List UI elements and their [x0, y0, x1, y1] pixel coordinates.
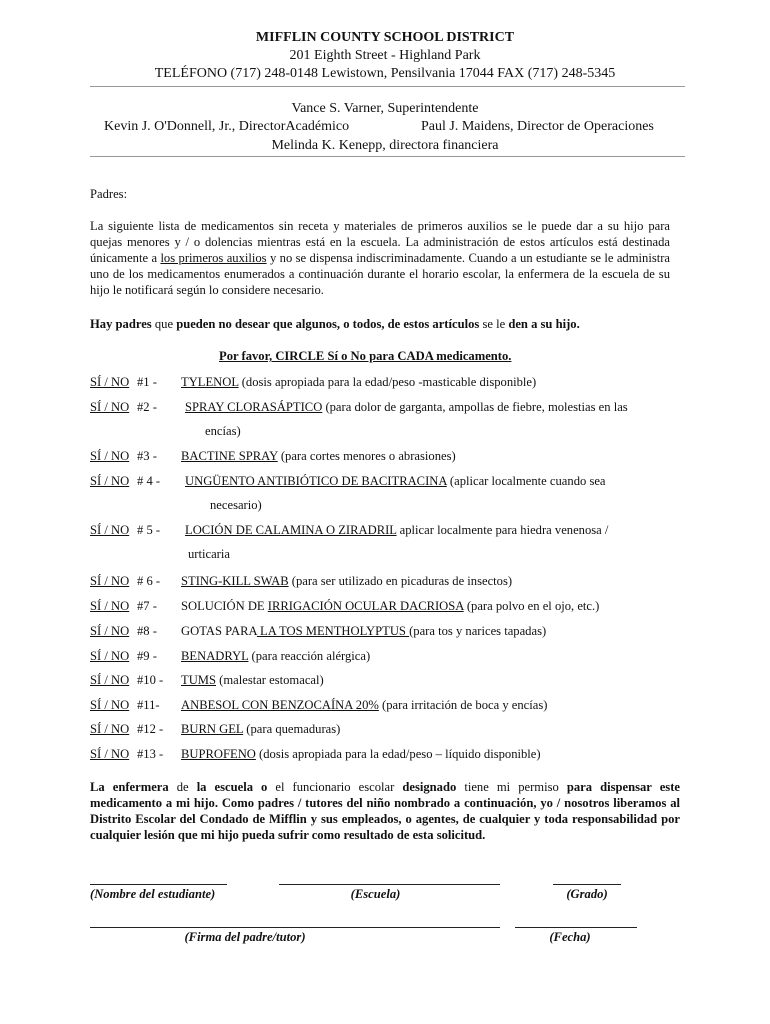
- med-3-item: [181, 449, 680, 464]
- med-4-item: [185, 474, 680, 489]
- med-description: (para irritación de boca y encías): [378, 698, 548, 712]
- med-9-yes-no[interactable]: SÍ / NO: [90, 649, 130, 663]
- med-9-item: [181, 649, 680, 664]
- med-name: TUMS: [181, 673, 216, 687]
- grade-line[interactable]: [553, 884, 621, 885]
- med-6-item: [181, 574, 680, 589]
- date-line[interactable]: [515, 927, 637, 928]
- med-name: SPRAY CLORASÁPTICO: [185, 400, 323, 414]
- med-13-number: #13 -: [137, 747, 164, 761]
- superintendent: Vance S. Varner, Superintendente: [291, 101, 479, 116]
- med-description: (para dolor de garganta, ampollas de fiebre, molestias en las: [322, 400, 628, 414]
- parent-signature-label: (Firma del padre/tutor): [184, 930, 306, 944]
- med-name: BACTINE SPRAY: [181, 449, 278, 463]
- instruction: Por favor, CIRCLE Sí o No para CADA medicamento.: [219, 349, 512, 363]
- med-description: (para reacción alérgica): [248, 649, 371, 663]
- med-description: (para quemaduras): [243, 722, 341, 736]
- med-name: BUPROFENO: [181, 747, 256, 761]
- parent-signature-line[interactable]: [90, 927, 500, 928]
- med-1-number: #1 -: [137, 375, 157, 389]
- med-description: (dosis apropiada para la edad/peso -masticable disponible): [238, 375, 537, 389]
- med-3-yes-no[interactable]: SÍ / NO: [90, 449, 130, 463]
- med-13-item: [181, 747, 680, 762]
- med-7-yes-no[interactable]: SÍ / NO: [90, 599, 130, 613]
- med-11-yes-no[interactable]: SÍ / NO: [90, 698, 130, 712]
- operations-director: Paul J. Maidens, Director de Operaciones: [421, 119, 654, 134]
- med-description: (para tos y narices tapadas): [409, 624, 547, 638]
- med-5-number: # 5 -: [137, 523, 161, 537]
- med-2-item: [185, 400, 680, 415]
- med-12-number: #12 -: [137, 722, 164, 736]
- district-contact: TELÉFONO (717) 248-0148 Lewistown, Pensilvania 17044 FAX (717) 248-5345: [154, 66, 616, 81]
- med-name: BENADRYL: [181, 649, 249, 663]
- parents-note: Hay padres que pueden no desear que algunos, o todos, de estos artículos se le den a su hijo.: [90, 317, 580, 331]
- med-5-continuation: urticaria: [188, 547, 230, 561]
- academic-director: Kevin J. O'Donnell, Jr., DirectorAcadémico: [104, 119, 350, 134]
- med-2-number: #2 -: [137, 400, 157, 414]
- district-title: MIFFLIN COUNTY SCHOOL DISTRICT: [255, 30, 515, 45]
- med-1-yes-no[interactable]: SÍ / NO: [90, 375, 130, 389]
- med-11-item: [181, 698, 680, 713]
- med-13-yes-no[interactable]: SÍ / NO: [90, 747, 130, 761]
- med-12-item: [181, 722, 680, 737]
- med-name: BURN GEL: [181, 722, 244, 736]
- med-9-number: #9 -: [137, 649, 157, 663]
- med-6-yes-no[interactable]: SÍ / NO: [90, 574, 130, 588]
- med-8-number: #8 -: [137, 624, 157, 638]
- med-5-yes-no[interactable]: SÍ / NO: [90, 523, 130, 537]
- med-4-yes-no[interactable]: SÍ / NO: [90, 474, 130, 488]
- med-name: ANBESOL CON BENZOCAÍNA 20%: [181, 698, 379, 712]
- med-prefix: GOTAS PARA: [181, 624, 257, 638]
- med-description: (dosis apropiada para la edad/peso – líquido disponible): [255, 747, 541, 761]
- date-label: (Fecha): [549, 930, 591, 944]
- med-5-item: [185, 523, 680, 538]
- med-3-number: #3 -: [137, 449, 157, 463]
- med-10-item: [181, 673, 680, 688]
- med-prefix: SOLUCIÓN DE: [181, 599, 268, 613]
- med-10-yes-no[interactable]: SÍ / NO: [90, 673, 130, 687]
- med-2-yes-no[interactable]: SÍ / NO: [90, 400, 130, 414]
- med-8-yes-no[interactable]: SÍ / NO: [90, 624, 130, 638]
- med-12-yes-no[interactable]: SÍ / NO: [90, 722, 130, 736]
- grade-label: (Grado): [566, 887, 608, 901]
- med-description: (para ser utilizado en picaduras de insectos): [288, 574, 513, 588]
- med-10-number: #10 -: [137, 673, 164, 687]
- school-line[interactable]: [279, 884, 500, 885]
- consent-paragraph: La enfermera de la escuela o el funcionario escolar designado tiene mi permiso para dispensar este medicamento a mi hijo. Como padres / tutores del niño nombrado a continuación, yo / nosotros liberamos al Distrito Escolar del Condado de Mifflin y sus empleados, o agentes, de cualquier y toda responsabilidad por cualquier lesión que mi hijo pueda sufrir como resultado de esta solicitud.: [90, 780, 680, 842]
- med-name: TYLENOL: [181, 375, 239, 389]
- med-11-number: #11-: [137, 698, 160, 712]
- med-7-number: #7 -: [137, 599, 157, 613]
- med-2-continuation: encías): [205, 424, 241, 438]
- med-description: (malestar estomacal): [216, 673, 324, 687]
- med-7-item: [181, 599, 680, 614]
- student-name-label: (Nombre del estudiante): [90, 887, 216, 901]
- med-6-number: # 6 -: [137, 574, 161, 588]
- med-1-item: [181, 375, 680, 390]
- med-description: aplicar localmente para hiedra venenosa /: [396, 523, 609, 537]
- med-description: (para polvo en el ojo, etc.): [463, 599, 600, 613]
- med-4-number: # 4 -: [137, 474, 161, 488]
- salutation: Padres:: [90, 187, 128, 201]
- district-address: 201 Eighth Street - Highland Park: [289, 48, 481, 63]
- med-name: UNGÜENTO ANTIBIÓTICO DE BACITRACINA: [185, 474, 447, 488]
- header-divider: [90, 86, 685, 87]
- financial-director: Melinda K. Kenepp, directora financiera: [271, 138, 499, 153]
- school-label: (Escuela): [350, 887, 401, 901]
- med-name: LOCIÓN DE CALAMINA O ZIRADRIL: [185, 523, 397, 537]
- med-8-item: [181, 624, 680, 639]
- staff-divider: [90, 156, 685, 157]
- med-description: (aplicar localmente cuando sea: [446, 474, 606, 488]
- student-name-line[interactable]: [90, 884, 227, 885]
- med-name: LA TOS MENTHOLYPTUS: [256, 624, 410, 638]
- intro-paragraph: La siguiente lista de medicamentos sin receta y materiales de primeros auxilios se le puede dar a su hijo para quejas menores y / o dolencias mientras está en la escuela. La administración de estos artículos está destinada únicamente a los primeros auxilios y no se dispensa indiscriminadamente. Cuando a un estudiante se le administra uno de los medicamentos enumerados a continuación durante el horario escolar, la enfermera de la escuela de su hijo le notificará según lo considere necesario.: [90, 219, 670, 297]
- med-name: IRRIGACIÓN OCULAR DACRIOSA: [267, 599, 464, 613]
- med-name: STING-KILL SWAB: [181, 574, 289, 588]
- med-description: (para cortes menores o abrasiones): [277, 449, 456, 463]
- med-4-continuation: necesario): [210, 498, 262, 512]
